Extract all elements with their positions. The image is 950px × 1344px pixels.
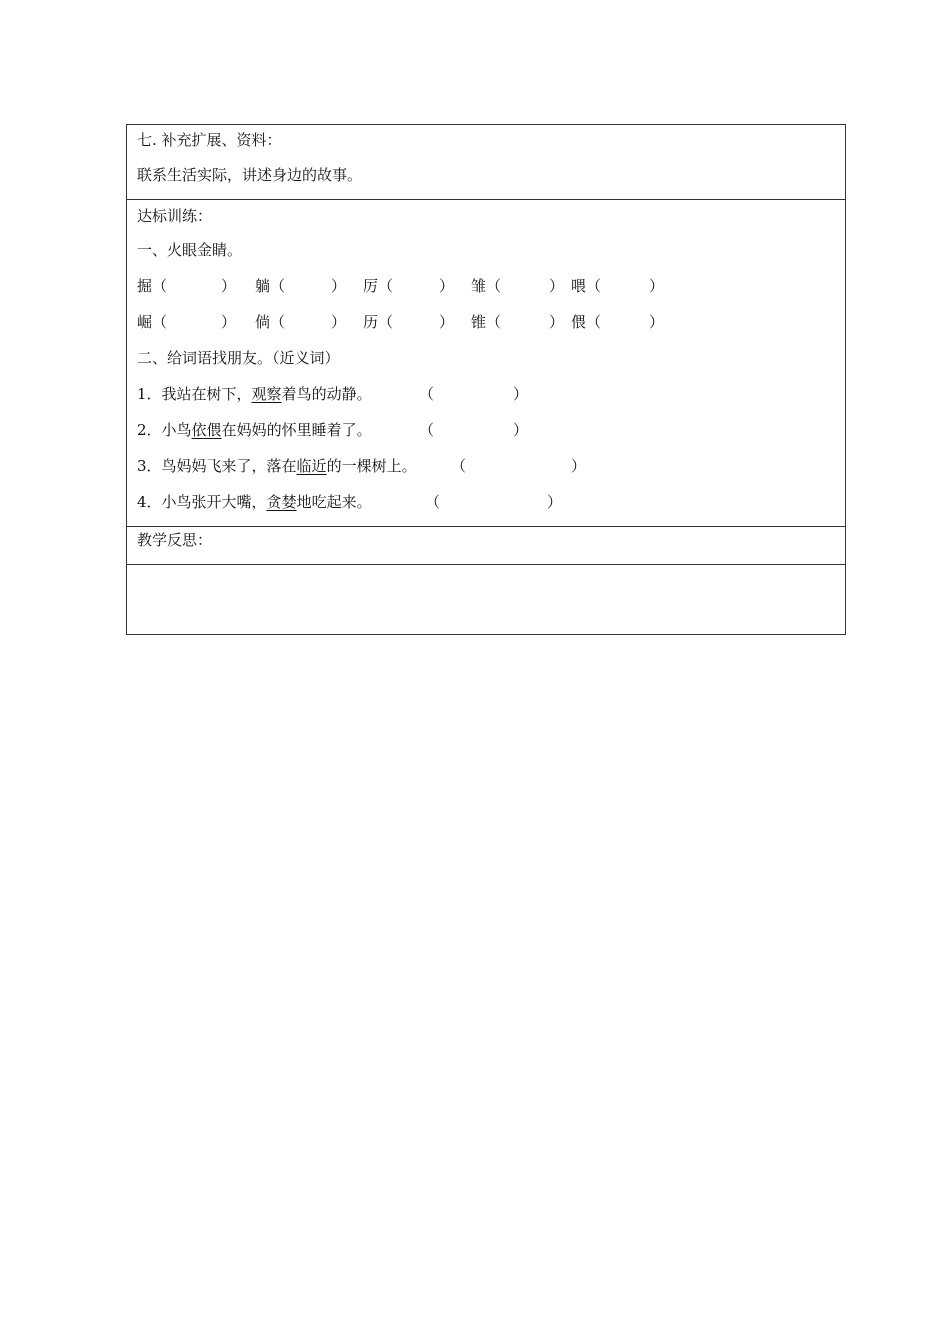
q1-word: 观察 xyxy=(251,385,282,403)
q3-pre: 3．鸟妈妈飞来了，落在 xyxy=(137,457,297,475)
char-cell: 喂（ xyxy=(571,277,602,295)
q4-word: 贪婪 xyxy=(266,493,297,511)
q3-word: 临近 xyxy=(296,457,327,475)
char-cell: 掘（ xyxy=(137,277,168,295)
char-cell: 偎（ xyxy=(571,313,602,331)
training-section xyxy=(127,200,845,527)
q4-close-paren: ） xyxy=(547,493,563,511)
paren-close: ） xyxy=(549,313,565,331)
q1-open-paren: （ xyxy=(419,385,435,403)
q4-post: 地吃起来。 xyxy=(296,493,372,511)
q2-post: 在妈妈的怀里睡着了。 xyxy=(221,421,372,439)
supplement-heading: 七. 补充扩展、资料： xyxy=(137,131,282,149)
paren-close: ） xyxy=(439,313,455,331)
q3-post: 的一棵树上。 xyxy=(326,457,417,475)
paren-close: ） xyxy=(439,277,455,295)
char-cell: 厉（ xyxy=(363,277,394,295)
q2-word: 依偎 xyxy=(191,421,222,439)
reflection-area xyxy=(127,565,845,634)
paren-close: ） xyxy=(331,277,347,295)
q3-close-paren: ） xyxy=(571,457,587,475)
char-cell: 历（ xyxy=(363,313,394,331)
q1-post: 着鸟的动静。 xyxy=(281,385,372,403)
part2-title: 二、给词语找朋友。（近义词） xyxy=(137,349,340,367)
supplement-text: 联系生活实际，讲述身边的故事。 xyxy=(137,166,363,184)
char-cell: 躺（ xyxy=(255,277,286,295)
part1-title: 一、火眼金睛。 xyxy=(137,241,243,259)
q2-open-paren: （ xyxy=(419,421,435,439)
q2-close-paren: ） xyxy=(513,421,529,439)
question-3 xyxy=(137,448,835,484)
paren-close: ） xyxy=(331,313,347,331)
lesson-table xyxy=(126,124,846,635)
question-1 xyxy=(137,376,835,412)
supplement-section xyxy=(127,125,845,200)
char-cell: 倘（ xyxy=(255,313,286,331)
paren-close: ） xyxy=(221,277,237,295)
question-2 xyxy=(137,412,835,448)
reflection-section xyxy=(127,527,845,565)
q4-pre: 4．小鸟张开大嘴， xyxy=(137,493,267,511)
q4-open-paren: （ xyxy=(425,493,441,511)
paren-close: ） xyxy=(649,313,665,331)
char-row-1 xyxy=(137,268,835,304)
paren-close: ） xyxy=(221,313,237,331)
question-4 xyxy=(137,484,835,520)
char-cell: 锥（ xyxy=(471,313,502,331)
paren-close: ） xyxy=(649,277,665,295)
q1-close-paren: ） xyxy=(513,385,529,403)
char-cell: 雏（ xyxy=(471,277,502,295)
reflection-heading: 教学反思： xyxy=(137,531,213,549)
paren-close: ） xyxy=(549,277,565,295)
q2-pre: 2．小鸟 xyxy=(137,421,192,439)
q1-pre: 1．我站在树下， xyxy=(137,385,252,403)
char-cell: 崛（ xyxy=(137,313,168,331)
char-row-2 xyxy=(137,304,835,340)
training-heading: 达标训练： xyxy=(137,207,213,225)
q3-open-paren: （ xyxy=(451,457,467,475)
